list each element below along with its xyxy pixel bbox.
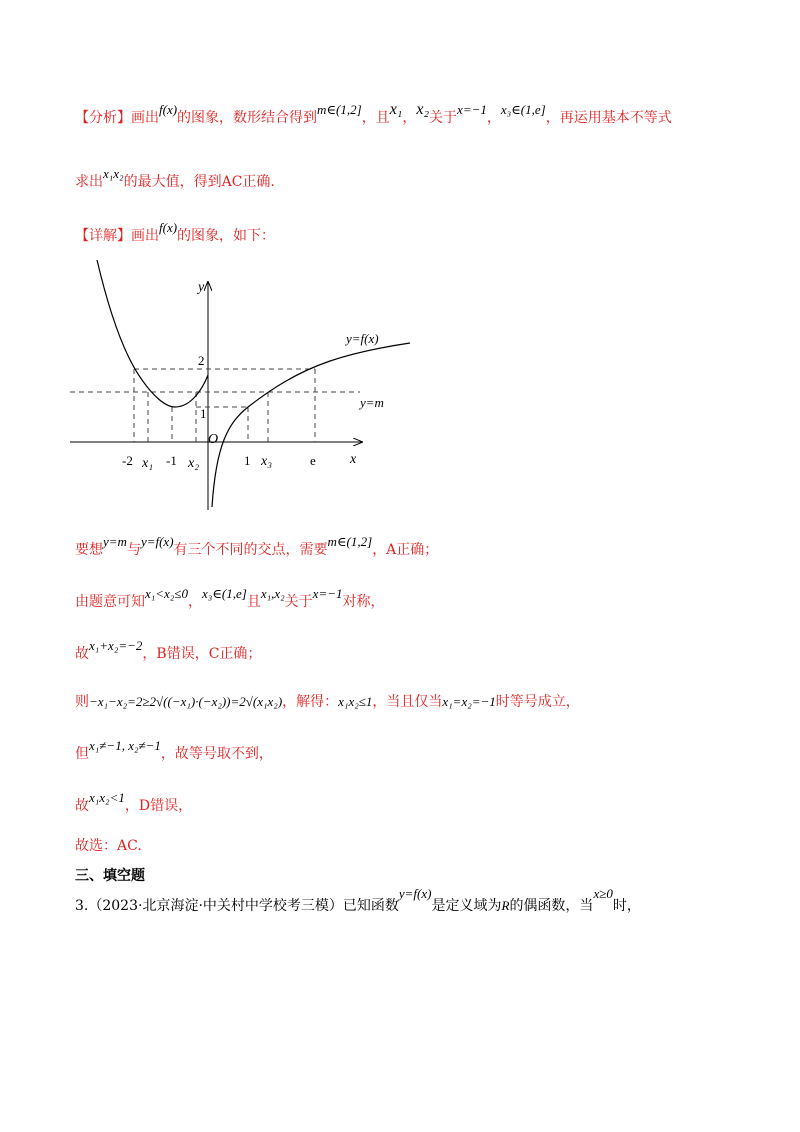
math-m-range: m∈(1,2] [317,102,362,117]
math-result: x₁x₂≤1 [338,694,373,709]
question-source: （2023·北京海淀·中关村中学校考三模）已知函数 [88,898,399,914]
math-x-eq: x=−1 [457,102,487,117]
detail-line-6: 故x₁+x₂=−2，B错误，C正确； [75,638,262,662]
math-y-eq-m: y=m [103,534,127,549]
x-tick-neg1: -1 [166,453,177,468]
question-3: 3.（2023·北京海淀·中关村中学校考三模）已知函数y=f(x)是定义域为R的偶函数，当x≥0时， [75,886,641,914]
math-m-range: m∈(1,2] [327,534,373,549]
tick-label-1: 1 [200,406,207,421]
detail-heading: 【详解】 [75,228,131,244]
math-x1: x₁ [389,101,403,118]
math-x2: x₂ [416,101,430,118]
detail-line: 【详解】画出f(x)的图象，如下： [75,220,276,244]
line-label: y=m [360,395,384,410]
math-fx: f(x) [159,102,178,117]
math-equality: x₁=x₂=−1 [442,694,496,709]
x-tick-x1: x₁ [142,456,154,471]
question-number: 3. [75,898,89,914]
math-x3-range: x₃∈(1,e] [500,102,546,117]
math-sum: x₁+x₂=−2 [89,638,143,653]
math-x-eq: x=−1 [312,586,343,601]
detail-line-10 [75,836,142,856]
y-axis-label: y [198,280,205,295]
x-tick-1: 1 [244,453,251,468]
math-R: R [501,898,510,913]
math-ineq: x₁<x₂≤0 [145,586,188,601]
x-tick-neg2: -2 [122,453,133,468]
x-axis-label: x [350,452,357,467]
answer-choice: 故选：AC. [75,838,142,854]
analysis-heading: 【分析】 [75,110,131,126]
section-heading: 三、填空题 [75,868,145,884]
x-tick-x2: x₂ [188,456,200,471]
curve-left [97,260,208,407]
math-fx: f(x) [159,220,178,235]
origin-label: O [208,432,219,447]
function-graph [70,255,430,515]
x-tick-e: e [310,453,316,468]
detail-line-5: 由题意可知x₁<x₂≤0，x₃∈(1,e]且x₁,x₂关于x=−1对称， [75,586,385,610]
math-x-geq-0: x≥0 [593,886,613,901]
analysis-line-2: 求出x₁x₂的最大值，得到AC正确. [75,166,275,190]
tick-label-2: 2 [198,353,205,368]
detail-line-9: 故x₁x₂<1，D错误， [75,790,193,814]
math-neq: x₁≠−1, x₂≠−1 [89,738,161,753]
curve-label: y=f(x) [346,331,379,346]
math-x1x2: x₁x₂ [103,166,124,181]
math-y-fx: y=f(x) [398,886,432,901]
math-inequality: −x₁−x₂=2≥2√((−x₁)·(−x₂))=2√(x₁x₂) [89,694,283,709]
analysis-line-1: 【分析】画出f(x)的图象，数形结合得到m∈(1,2]，且x₁，x₂关于x=−1，x₃∈(1,e]，再运用基本不等式 [75,101,672,126]
math-x3-range: x₃∈(1,e] [202,586,247,601]
detail-line-8: 但x₁≠−1, x₂≠−1，故等号取不到， [75,738,273,762]
math-pair: x₁,x₂ [260,586,285,601]
math-product-lt: x₁x₂<1 [89,790,125,805]
curve-right [212,343,410,507]
detail-line-7: 则−x₁−x₂=2≥2√((−x₁)·(−x₂))=2√(x₁x₂)，解得：x₁x₂≤1，当且仅当x₁=x₂=−1时等号成立， [75,694,580,710]
detail-line-4: 要想y=m与y=f(x)有三个不同的交点，需要m∈(1,2]，A正确； [75,534,439,558]
x-tick-x3: x₃ [261,454,273,469]
math-y-eq-fx: y=f(x) [140,534,174,549]
